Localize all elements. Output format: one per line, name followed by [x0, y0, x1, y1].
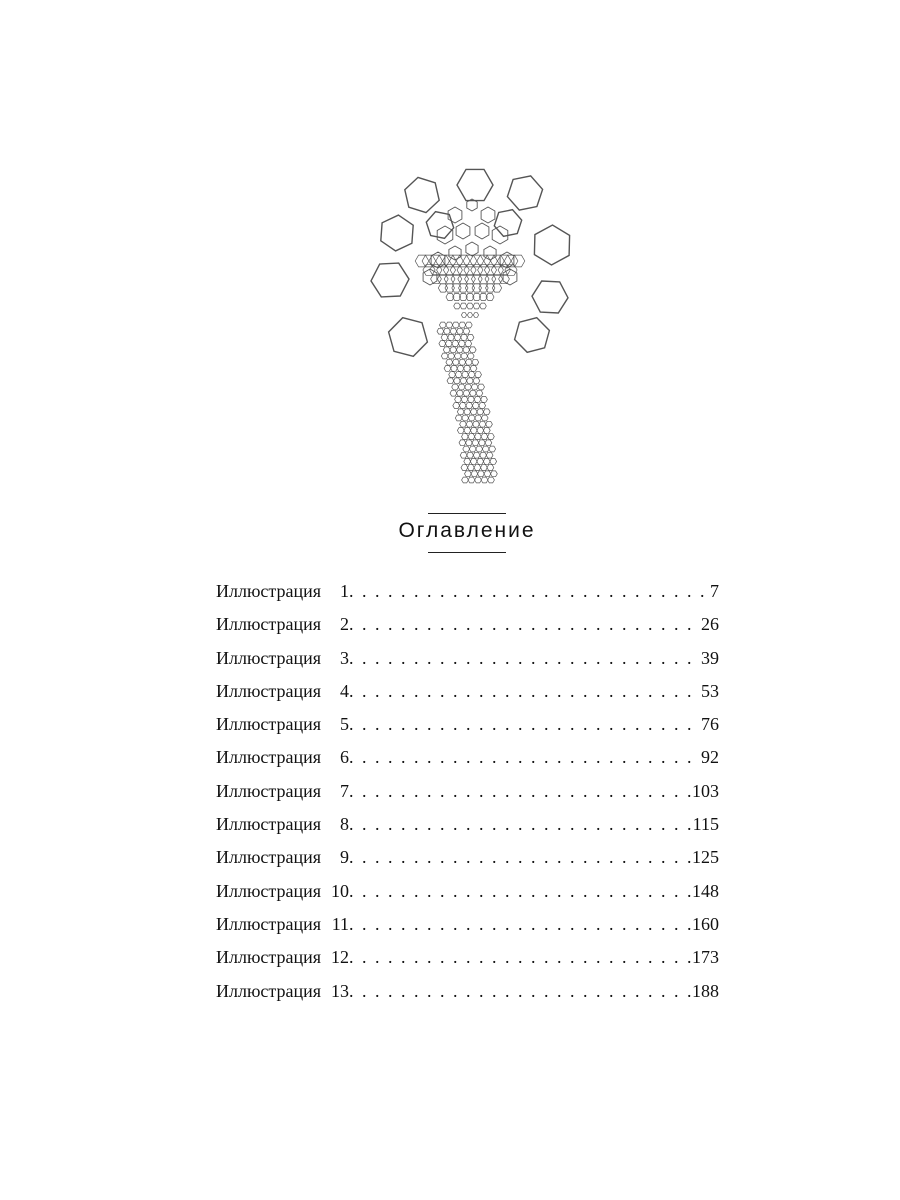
toc-entry-label: Иллюстрация	[216, 714, 322, 735]
toc-entry[interactable]	[216, 575, 719, 608]
toc-dot-leader	[349, 741, 700, 774]
toc-entry-number: 10	[331, 880, 350, 901]
toc-entry-number: 6	[340, 747, 350, 768]
toc-dot-leader	[349, 708, 700, 741]
toc-dot-leader	[349, 875, 691, 908]
toc-entry-page: 148	[692, 880, 719, 901]
toc-entry-number: 1	[340, 581, 350, 601]
toc-entry-page: 160	[692, 913, 719, 934]
toc-dot-leader	[349, 975, 691, 1008]
toc-entry[interactable]	[216, 741, 719, 774]
toc-title: Оглавление	[398, 519, 536, 542]
toc-entry-page: 103	[692, 780, 719, 801]
toc-dot-leader	[349, 808, 692, 841]
toc-entry-page: 53	[701, 680, 719, 701]
toc-entry-label: Иллюстрация	[216, 747, 322, 768]
toc-entry-page: 125	[692, 847, 719, 868]
toc-entry[interactable]	[216, 908, 719, 941]
toc-entry-label: Иллюстрация	[216, 647, 322, 668]
toc-entry-number: 5	[340, 714, 350, 735]
toc-entry-page: 7	[710, 581, 719, 601]
toc-entry-number: 2	[340, 614, 350, 635]
toc-entry-page: 188	[692, 980, 719, 1001]
toc-dot-leader	[349, 841, 691, 874]
toc-list	[216, 575, 719, 1008]
toc-entry-page: 39	[701, 647, 719, 668]
toc-dot-leader	[349, 675, 700, 708]
toc-entry-number: 3	[340, 647, 350, 668]
toc-entry[interactable]	[216, 775, 719, 808]
toc-entry[interactable]	[216, 608, 719, 641]
toc-entry-label: Иллюстрация	[216, 980, 322, 1001]
toc-entry[interactable]	[216, 642, 719, 675]
toc-entry-label: Иллюстрация	[216, 680, 322, 701]
toc-entry-number: 8	[340, 814, 350, 835]
toc-entry-page: 26	[701, 614, 719, 635]
toc-entry-page: 92	[701, 747, 719, 768]
toc-entry-number: 4	[340, 680, 350, 701]
toc-entry-label: Иллюстрация	[216, 814, 322, 835]
toc-entry-number: 12	[331, 947, 350, 968]
toc-entry-label: Иллюстрация	[216, 847, 322, 868]
toc-entry-label: Иллюстрация	[216, 581, 322, 601]
heading-rule-top	[428, 513, 506, 514]
toc-dot-leader	[349, 941, 691, 974]
toc-entry-number: 9	[340, 847, 350, 868]
toc-entry[interactable]	[216, 941, 719, 974]
toc-dot-leader	[349, 908, 691, 941]
toc-entry[interactable]	[216, 875, 719, 908]
hexagon-flower-illustration-icon	[360, 165, 580, 485]
toc-entry-page: 173	[692, 947, 719, 968]
toc-entry-label: Иллюстрация	[216, 780, 322, 801]
toc-entry-label: Иллюстрация	[216, 947, 322, 968]
toc-entry-number: 11	[331, 913, 350, 934]
toc-dot-leader	[349, 575, 709, 608]
toc-dot-leader	[349, 608, 700, 641]
toc-entry[interactable]	[216, 808, 719, 841]
toc-entry-page: 115	[692, 814, 719, 835]
toc-entry-label: Иллюстрация	[216, 913, 322, 934]
toc-entry-number: 7	[340, 780, 350, 801]
toc-entry[interactable]	[216, 708, 719, 741]
toc-entry[interactable]	[216, 675, 719, 708]
toc-entry[interactable]	[216, 975, 719, 1008]
toc-entry-number: 13	[331, 980, 350, 1001]
toc-entry-label: Иллюстрация	[216, 614, 322, 635]
heading-rule-bottom	[428, 552, 506, 553]
toc-entry[interactable]	[216, 841, 719, 874]
toc-dot-leader	[349, 642, 700, 675]
toc-entry-page: 76	[701, 714, 719, 735]
toc-dot-leader	[349, 775, 691, 808]
toc-entry-label: Иллюстрация	[216, 880, 322, 901]
